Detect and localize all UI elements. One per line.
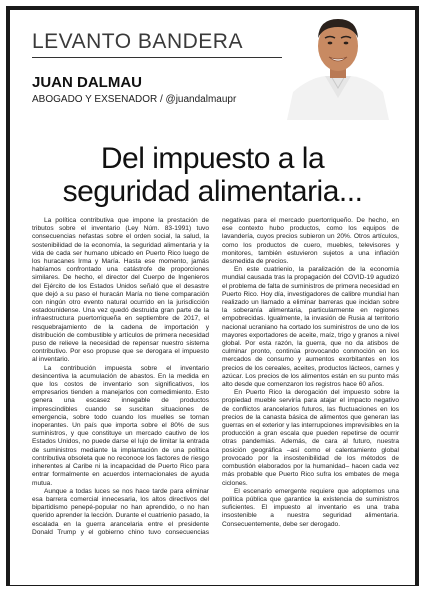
body-paragraph: En este cuatrienio, la paralización de la economía mundial causada tras la propagación del COVID-19 agudizó el problema de falta de suministros de primera necesidad en Puerto Rico. Hoy día, investigadores de calibre mundial han realizado un llamado a eliminar barreras que incidan sobre la soberanía alimentaria, particularmente en regiones empobrecidas. Igualmente, la invasión de Rusia al territorio nacional ucraniano ha cortado los suministros de uno de los mayores exportadores de aceite, maíz, trigo y granos a nivel global. Por esta razón, la guerra, que no da atisbos de culminar pronto, continúa provocando conmoción en los mercados de consumo y aumentos exorbitantes en los precios de los cereales, aceites, productos lácteos, carnes y azúcar. Los precios de los alimentos están en su punto más alto desde que comenzaron los registros hace 60 años. [222, 266, 399, 389]
column-header [10, 10, 415, 120]
body-paragraph: El escenario emergente requiere que adoptemos una política pública que garantice la existencia de suministros suficientes. El impuesto al inventario es una traba insostenible a nuestra seguridad alimentaria. Consecuentemente, debe ser derogado. [222, 487, 399, 528]
author-photo [279, 14, 397, 120]
headline-line-2: seguridad alimentaria... [62, 175, 363, 208]
author-photo-illustration [279, 14, 397, 120]
article-page [10, 10, 415, 585]
headline [10, 142, 415, 208]
article-body [32, 217, 399, 582]
column-name: LEVANTO BANDERA [32, 30, 243, 53]
body-paragraph: Aunque a todas luces se nos hace tarde para eliminar esa barrera comercial innecesaria, los altos directivos del bipartidismo penepé-popular no han aprendido, o no han querido aprender la lección. Durante el cuatrienio pasado, la escalada en la guerra arancelaria entre el presidente Donald Trump y el gobierno chino tuvo consecuencias negativas para el mercado puertorriqueño. De hecho, en ese contexto hubo productos, como los equipos de lavandería, cuyos precios subieron un 20%. Otros artículos, como los productos de cuero, muebles, televisores y monitores, también estuvieron sujetos a una inflación desmedida de precios. [32, 217, 399, 536]
body-paragraph: En Puerto Rico la derogación del impuesto sobre la propiedad mueble serviría para atajar el impacto negativo de conflictos arancelarios futuros, las fluctuaciones en los precios de la canasta básica de alimentos que generan las guerras en el exterior y las interrupciones imprevisibles en la producción a gran escala que pueden repetirse de ocurrir otras pandemias. Además, de cara al futuro, nuestra posición geográfica –así como el calentamiento global provocado por la insostenibilidad de los métodos de combustión elaborados por la humanidad– hacen cada vez más probable que Puerto Rico sufra los embates de mega ciclones. [222, 389, 400, 487]
headline-line-1: Del impuesto a la [100, 142, 325, 175]
header-rule [32, 57, 282, 58]
author-role: ABOGADO Y EXSENADOR / @juandalmaupr [32, 94, 237, 105]
author-name: JUAN DALMAU [32, 74, 142, 91]
body-paragraph: La contribución impuesta sobre el inventario desincentiva la acumulación de abastos. En la medida en que los costos de inventario son significativos, los empresarios tienden a manejarlos con comedimiento. Esto genera una escasez innegable de productos imprescindibles cuando se suscitan situaciones de emergencia, sobre todo cuando los muelles se tornan inoperantes. Un país que importa sobre el 80% de sus suministros, y que constituye un mercado cautivo de los Estados Unidos, no puede darse el lujo de limitar la entrada de suministros mediante la implantación de una política contributiva obsoleta que no reconoce los factores de riesgo inherentes al Caribe ni la incapacidad de Puerto Rico para entrar formalmente en acuerdos internacionales de ayuda mutua. [32, 364, 209, 487]
body-paragraph: La política contributiva que impone la prestación de tributos sobre el inventario (Ley Núm. 83-1991) tuvo consecuencias nefastas sobre el orden social, la salud, la sostenibilidad de la economía, la seguridad alimentaria y la vida de cada ser humano ubicado en Puerto Rico luego de los huracanes Irma y María. Hasta ese momento, jamás habíamos confrontado una catástrofe de proporciones similares. De hecho, el director del Cuerpo de Ingenieros del Ejército de los Estados Unidos señaló que el desastre que dejó a su paso el huracán María no tiene comparación con ningún otro evento natural ocurrido en la jurisdicción estadounidense. Una vez quedó destruida gran parte de la infraestructura puertorriqueña en septiembre de 2017, el resquebrajamiento de la cadena de importación y distribución de combustible y artículos de primera necesidad puso de relieve la necesidad de repensar nuestro sistema contributivo. Por eso propuse que se derogara el impuesto al inventario. [32, 217, 209, 364]
